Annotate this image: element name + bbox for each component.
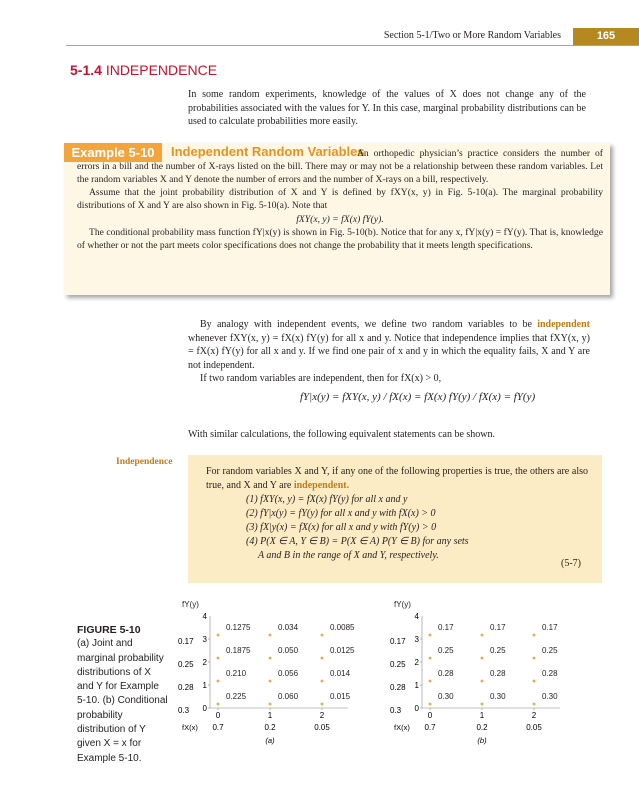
probability-point	[269, 703, 272, 706]
probability-label: 0.30	[490, 692, 506, 701]
probability-point	[481, 657, 484, 660]
probability-point	[481, 703, 484, 706]
probability-label: 0.28	[438, 669, 454, 678]
probability-point	[269, 657, 272, 660]
probability-label: 0.17	[438, 623, 454, 632]
probability-label: 0.25	[542, 646, 558, 655]
example-text-2: Assume that the joint probability distribution of X and Y is defined by fXY(x, y) in Fig. 5-10(a). The marginal probability distributions of X and Y are also shown in Fig. 5-10(a). Note that	[77, 186, 603, 211]
panel-label: (b)	[477, 736, 487, 745]
probability-label: 0.17	[542, 623, 558, 632]
y-tick-label: 3	[202, 635, 207, 644]
example-label: Example 5-10	[64, 143, 162, 162]
y-tick-label: 0	[414, 704, 419, 713]
y-marginal-value: 0.17	[390, 637, 406, 646]
example-text-3: The conditional probability mass function fY|x(y) is shown in Fig. 5-10(b). Notice that for any x, fY|x(y) = fY(y). That is, knowledge of whether or not the part meets color specifications does not change the probability that it meets length specifications.	[77, 227, 603, 252]
x-marginal-value: 0.7	[424, 723, 436, 732]
y-marginal-value: 0.3	[390, 706, 402, 715]
y-tick-label: 1	[414, 681, 419, 690]
example-text-1: An orthopedic physician’s practice considers the number of errors in a bill and the number of X-rays listed on the bill. There may or may not be a relationship between these random variables. Let the random variables X and Y denote the number of errors and the number of X-rays on a bill, respectively.	[77, 148, 603, 185]
running-head: Section 5-1/Two or More Random Variables	[383, 30, 561, 41]
property-3: (3) fX|y(x) = fX(x) for all x and y with fY(y) > 0	[246, 522, 437, 533]
probability-label: 0.015	[330, 692, 351, 701]
probability-label: 0.050	[278, 646, 299, 655]
probability-point	[533, 657, 536, 660]
equation-number: (5-7)	[561, 558, 581, 569]
y-tick-label: 1	[202, 681, 207, 690]
panel-label: (a)	[265, 736, 275, 745]
y-marginal-value: 0.17	[178, 637, 194, 646]
probability-label: 0.25	[490, 646, 506, 655]
example-body	[77, 148, 603, 253]
probability-label: 0.28	[542, 669, 558, 678]
section-title: INDEPENDENCE	[105, 62, 218, 78]
probability-label: 0.25	[438, 646, 454, 655]
y-marginal-value: 0.3	[178, 706, 190, 715]
x-tick-label: 0	[427, 711, 433, 720]
probability-label: 0.034	[278, 623, 299, 632]
property-4-continued: A and B in the range of X and Y, respectively.	[258, 550, 439, 561]
probability-point	[217, 680, 220, 683]
body-text	[188, 318, 590, 386]
paragraph-1: By analogy with independent events, we define two random variables to be independent whenever fXY(x, y) = fX(x) fY(y) for all x and y. Notice that independence implies that fXY(x, y) = fX(x) fY(y) for all x and y. If we find one pair of x and y in which the equality fails, X and Y are not independent.	[188, 319, 591, 371]
property-1: (1) fXY(x, y) = fX(x) fY(y) for all x and y	[246, 494, 408, 505]
intro-paragraph: In some random experiments, knowledge of the values of X does not change any of the probabilities associated with the values for Y. In this case, marginal probability distributions can be used to calculate probabilities more easily.	[188, 89, 586, 127]
probability-label: 0.014	[330, 669, 351, 678]
probability-point	[321, 657, 324, 660]
x-marginal-value: 0.05	[314, 723, 330, 732]
probability-label: 0.1275	[226, 623, 251, 632]
definition-text	[206, 465, 588, 563]
probability-point	[481, 634, 484, 637]
probability-point	[321, 703, 324, 706]
example-title: Independent Random Variables	[171, 144, 365, 159]
probability-point	[429, 634, 432, 637]
y-tick-label: 3	[414, 635, 419, 644]
figure-caption-text: (a) Joint and marginal probability distributions of X and Y for Example 5-10. (b) Conditional probability distribution of Y given X = x for Example 5-10.	[77, 638, 168, 764]
y-tick-label: 0	[202, 704, 207, 713]
probability-point	[217, 634, 220, 637]
x-tick-label: 2	[531, 711, 537, 720]
header-rule	[66, 45, 639, 46]
y-tick-label: 2	[414, 658, 419, 667]
section-number: 5-1.4	[70, 62, 102, 78]
probability-point	[481, 680, 484, 683]
property-4: (4) P(X ∈ A, Y ∈ B) = P(X ∈ A) P(Y ∈ B) for any sets	[246, 536, 469, 547]
probability-point	[321, 634, 324, 637]
y-axis-label: fY(y)	[394, 600, 411, 609]
probability-label: 0.060	[278, 692, 299, 701]
y-marginal-value: 0.28	[178, 683, 194, 692]
property-2: (2) fY|x(y) = fY(y) for all x and y with fX(x) > 0	[246, 508, 436, 519]
x-marginal-value: 0.05	[526, 723, 542, 732]
x-marginal-value: 0.2	[264, 723, 276, 732]
y-tick-label: 2	[202, 658, 207, 667]
probability-point	[533, 703, 536, 706]
y-tick-label: 4	[202, 612, 207, 621]
probability-label: 0.30	[542, 692, 558, 701]
y-marginal-value: 0.25	[390, 660, 406, 669]
probability-point	[269, 634, 272, 637]
figure-caption-title: FIGURE 5-10	[77, 624, 141, 636]
probability-label: 0.210	[226, 669, 247, 678]
figure-5-10	[0, 595, 639, 755]
probability-point	[533, 634, 536, 637]
probability-label: 0.30	[438, 692, 454, 701]
probability-point	[217, 703, 220, 706]
probability-label: 0.0085	[330, 623, 355, 632]
probability-point	[269, 680, 272, 683]
x-tick-label: 0	[215, 711, 221, 720]
x-tick-label: 1	[479, 711, 485, 720]
example-equation: fXY(x, y) = fX(x) fY(y).	[296, 213, 384, 225]
y-marginal-value: 0.25	[178, 660, 194, 669]
term-independent: independent	[537, 319, 591, 330]
probability-label: 0.17	[490, 623, 506, 632]
y-tick-label: 4	[414, 612, 419, 621]
probability-label: 0.056	[278, 669, 299, 678]
probability-point	[429, 657, 432, 660]
probability-point	[321, 680, 324, 683]
paragraph-2: If two random variables are independent, then for fX(x) > 0,	[200, 373, 442, 384]
conditional-equation: fY|x(y) = fXY(x, y) / fX(x) = fX(x) fY(y) / fX(x) = fY(y)	[300, 391, 536, 403]
x-marginal-label: fX(x)	[394, 723, 410, 732]
section-heading	[70, 62, 217, 78]
probability-label: 0.0125	[330, 646, 355, 655]
probability-label: 0.28	[490, 669, 506, 678]
x-marginal-value: 0.7	[212, 723, 224, 732]
y-axis-label: fY(y)	[182, 600, 199, 609]
x-marginal-label: fX(x)	[182, 723, 198, 732]
x-marginal-value: 0.2	[476, 723, 488, 732]
definition-lead: For random variables X and Y, if any one of the following properties is true, the others are also true, and X and Y are independent.	[206, 466, 588, 491]
x-tick-label: 1	[267, 711, 273, 720]
probability-point	[429, 703, 432, 706]
probability-point	[533, 680, 536, 683]
y-marginal-value: 0.28	[390, 683, 406, 692]
probability-point	[429, 680, 432, 683]
x-tick-label: 2	[319, 711, 325, 720]
page-number: 165	[573, 28, 639, 45]
probability-label: 0.225	[226, 692, 247, 701]
paragraph-3: With similar calculations, the following equivalent statements can be shown.	[188, 429, 496, 440]
probability-point	[217, 657, 220, 660]
probability-label: 0.1875	[226, 646, 251, 655]
margin-label-independence: Independence	[116, 457, 173, 467]
